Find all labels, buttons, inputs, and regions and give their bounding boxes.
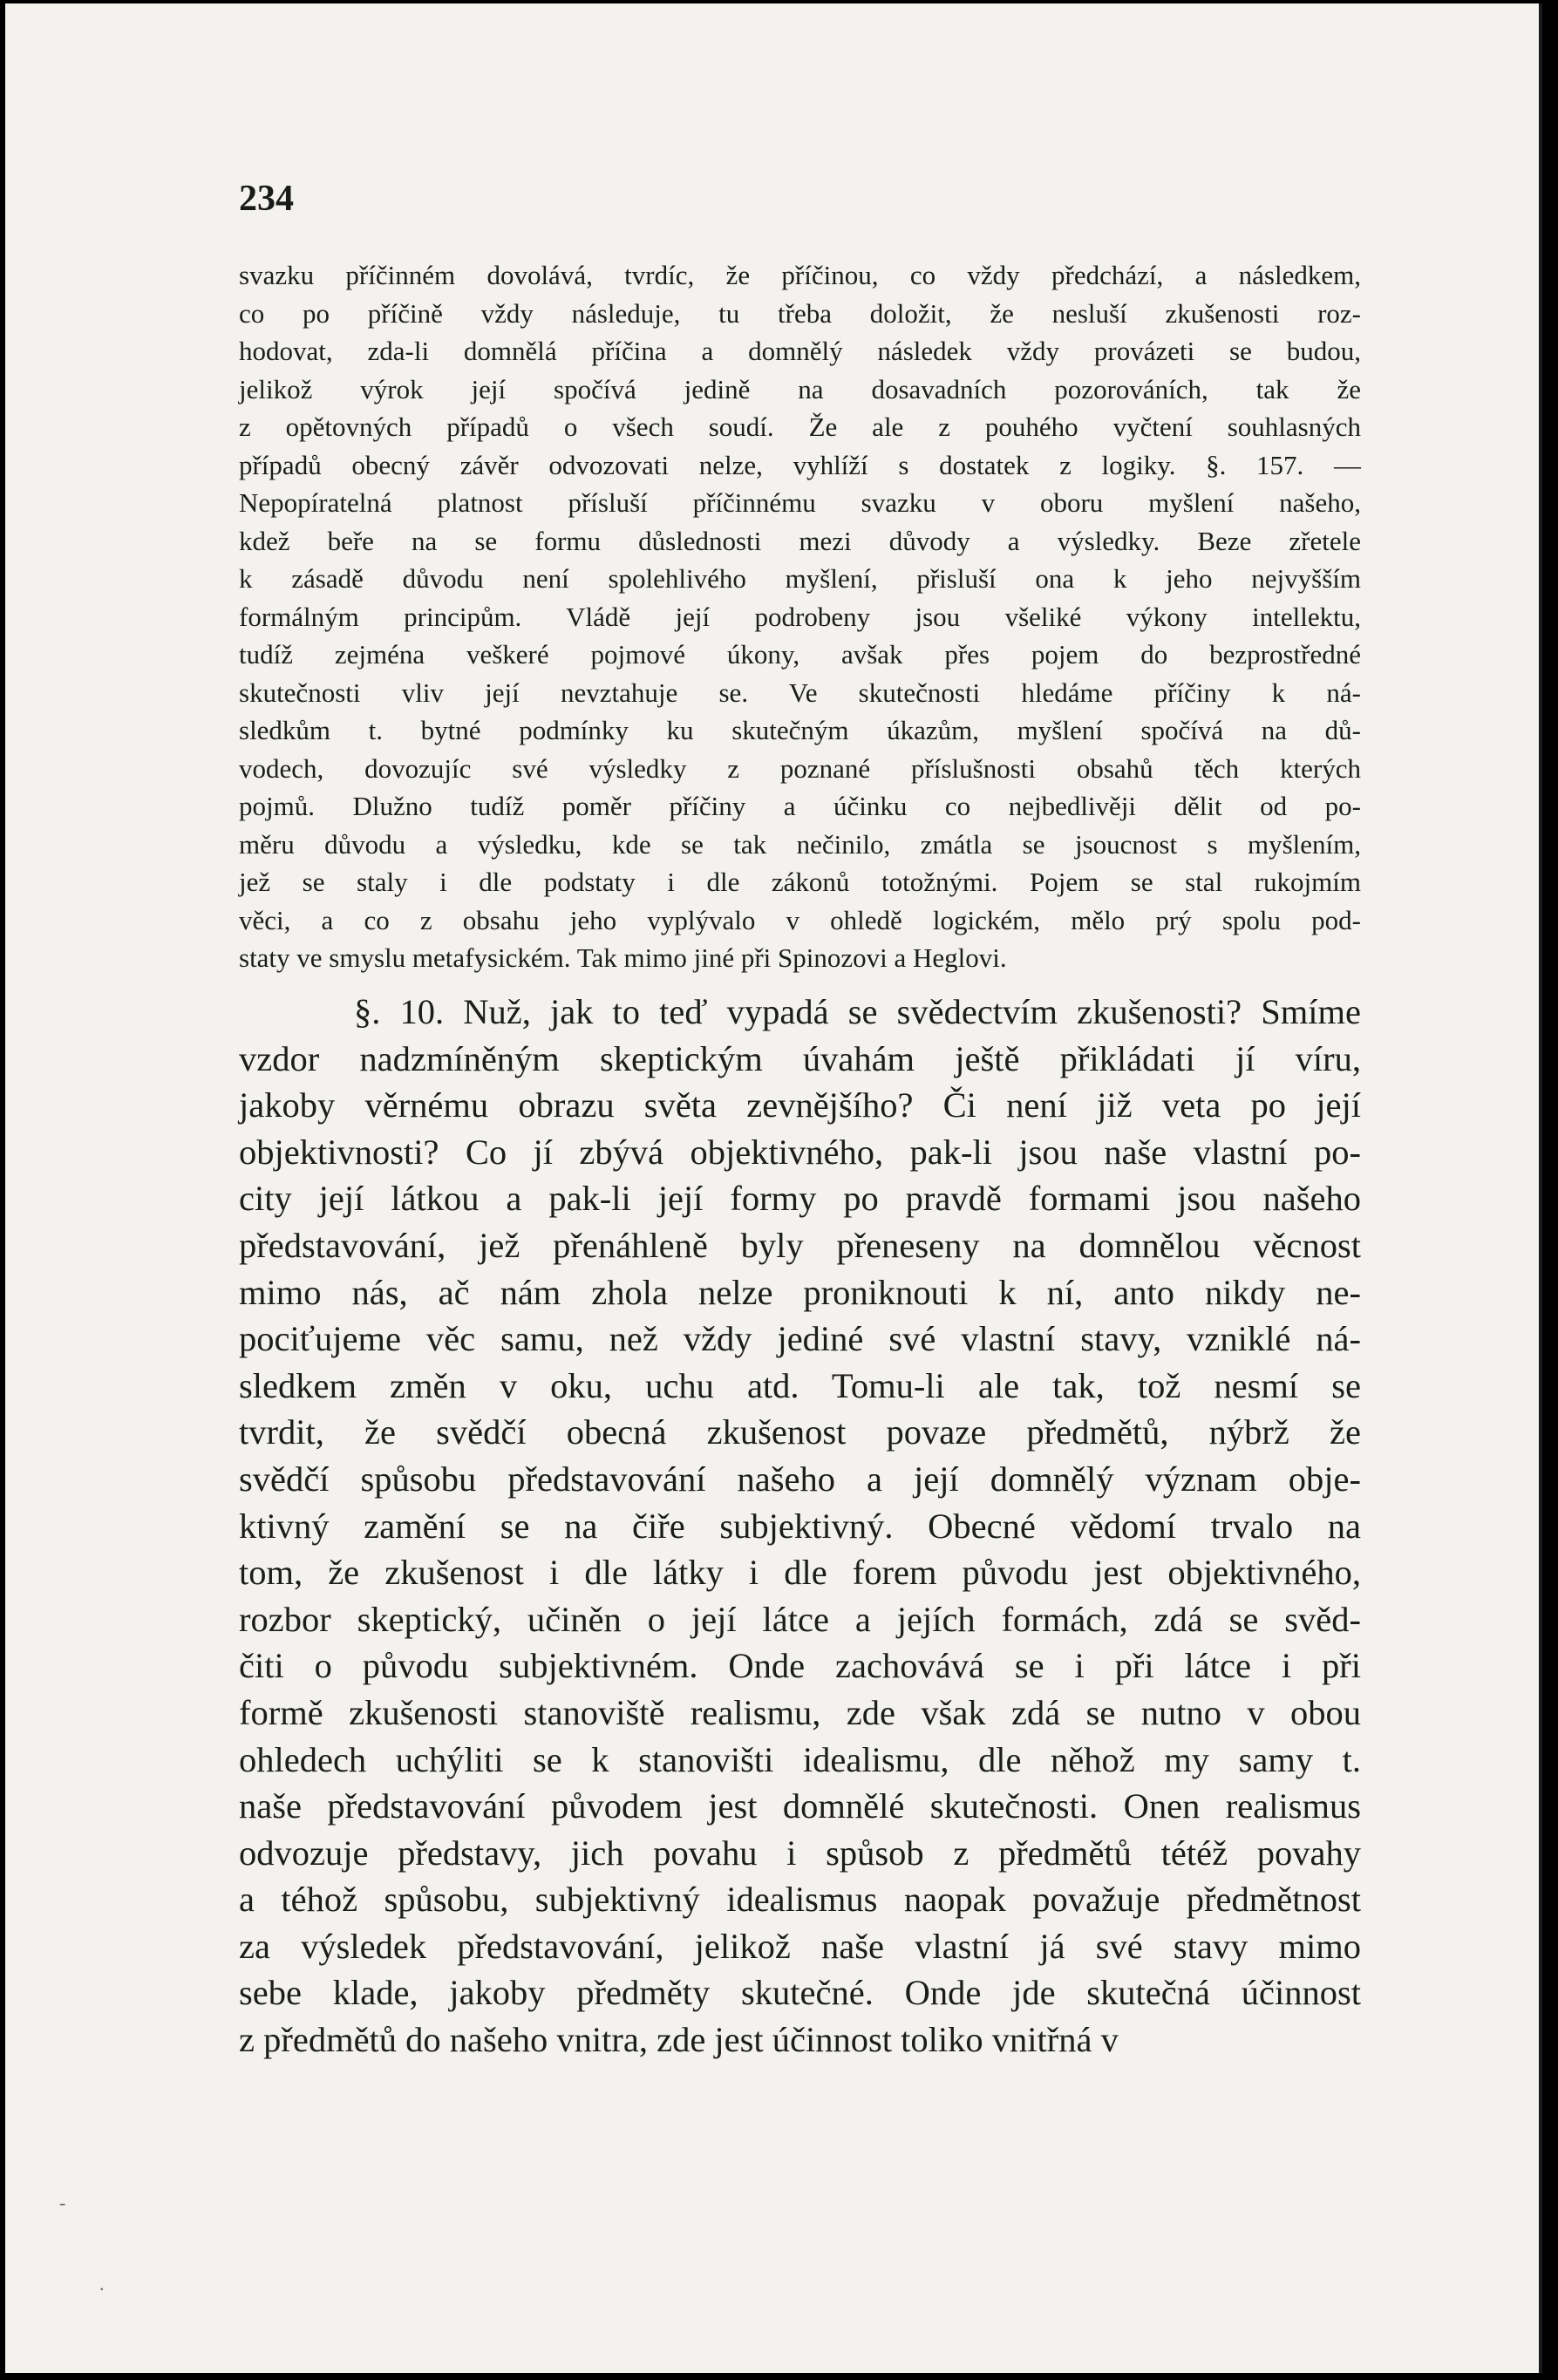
text-line: představování, jež přenáhleně byly přeneseny na domnělou věcnost xyxy=(239,1225,1361,1265)
text-line: jelikož výrok její spočívá jedině na dosavadních pozorováních, tak že xyxy=(239,373,1361,405)
text-line: svědčí spůsobu představování našeho a její domnělý význam obje- xyxy=(239,1459,1361,1499)
text-line: odvozuje představy, jich povahu i spůsob z předmětů tétéž povahy xyxy=(239,1833,1361,1873)
text-line: rozbor skeptický, učiněn o její látce a jejích formách, zdá se svěd- xyxy=(239,1599,1361,1639)
text-line: mimo nás, ač nám zhola nelze proniknouti k ní, anto nikdy ne- xyxy=(239,1272,1361,1312)
text-line: jež se staly i dle podstaty i dle zákonů totožnými. Pojem se stal rukojmím xyxy=(239,867,1361,897)
text-line: k zásadě důvodu není spolehlivého myšlení, přisluší ona k jeho nejvyšším xyxy=(239,563,1361,594)
text-line: tvrdit, že svědčí obecná zkušenost povaze předmětů, nýbrž že xyxy=(239,1412,1361,1452)
text-line: měru důvodu a výsledku, kde se tak nečinilo, zmátla se jsoucnost s myšlením, xyxy=(239,828,1361,860)
text-line: čiti o původu subjektivném. Onde zachovává se i při látce i při xyxy=(239,1646,1361,1686)
text-line: formě zkušenosti stanoviště realismu, zde však zdá se nutno v obou xyxy=(239,1692,1361,1732)
text-line: §. 10. Nuž, jak to teď vypadá se svědectvím zkušenosti? Smíme xyxy=(354,992,1361,1031)
text-line: z opětovných případů o všech soudí. Že ale z pouhého vyčtení souhlasných xyxy=(239,411,1361,442)
paragraph-2 xyxy=(239,989,1361,2064)
text-line: staty ve smyslu metafysickém. Tak mimo jiné při Spinozovi a Heglovi. xyxy=(239,942,1007,973)
book-page xyxy=(5,3,1542,2373)
text-line: a téhož spůsobu, subjektivný idealismus naopak považuje předmětnost xyxy=(239,1880,1361,1920)
text-line: tom, že zkušenost i dle látky i dle forem původu jest objektivného, xyxy=(239,1553,1361,1593)
text-line: vodech, dovozujíc své výsledky z poznané příslušnosti obsahů těch kterých xyxy=(239,752,1361,784)
scan-speck: . xyxy=(99,2273,105,2295)
text-line: hodovat, zda-li domnělá příčina a domnělý následek vždy provázeti se budou, xyxy=(239,336,1361,366)
text-line: sledkem změn v oku, uchu atd. Tomu-li ale tak, tož nesmí se xyxy=(239,1365,1361,1405)
scan-speck: - xyxy=(59,2192,66,2213)
text-line: za výsledek představování, jelikož naše vlastní já své stavy mimo xyxy=(239,1926,1361,1966)
text-line: sledkům t. bytné podmínky ku skutečným úkazům, myšlení spočívá na dů- xyxy=(239,715,1361,745)
text-line: svazku příčinném dovolává, tvrdíc, že příčinou, co vždy předchází, a následkem, xyxy=(239,260,1361,290)
text-line: Nepopíratelná platnost přísluší příčinnému svazku v oboru myšlení našeho, xyxy=(239,487,1361,518)
text-line: formálným principům. Vládě její podrobeny jsou všeliké výkony intellektu, xyxy=(239,601,1361,632)
text-line: případů obecný závěr odvozovati nelze, vyhlíží s dostatek z logiky. §. 157. — xyxy=(239,449,1361,480)
text-line: tudíž zejména veškeré pojmové úkony, avšak přes pojem do bezprostředné xyxy=(239,639,1361,670)
text-line: objektivnosti? Co jí zbývá objektivného, pak-li jsou naše vlastní po- xyxy=(239,1132,1361,1172)
paragraph-1 xyxy=(239,256,1361,977)
text-line: věci, a co z obsahu jeho vyplývalo v ohledě logickém, mělo prý spolu pod- xyxy=(239,904,1361,935)
page-number: 234 xyxy=(239,179,294,219)
text-line: ktivný zamění se na čiře subjektivný. Obecné vědomí trvalo na xyxy=(239,1506,1361,1546)
text-line: jakoby věrnému obrazu světa zevnějšího? Či není již veta po její xyxy=(239,1085,1361,1125)
text-line: vzdor nadzmíněným skeptickým úvahám ještě přikládati jí víru, xyxy=(239,1038,1361,1078)
text-line: co po příčině vždy následuje, tu třeba doložit, že nesluší zkušenosti roz- xyxy=(239,297,1361,329)
text-line: skutečnosti vliv její nevztahuje se. Ve skutečnosti hledáme příčiny k ná- xyxy=(239,677,1361,708)
text-line: city její látkou a pak-li její formy po pravdě formami jsou našeho xyxy=(239,1179,1361,1219)
text-line: pojmů. Dlužno tudíž poměr příčiny a účinku co nejbedlivěji dělit od po- xyxy=(239,791,1361,821)
text-line: kdež beře na se formu důslednosti mezi důvody a výsledky. Beze zřetele xyxy=(239,525,1361,556)
text-line: sebe klade, jakoby předměty skutečné. Onde jde skutečná účinnost xyxy=(239,1973,1361,2013)
text-line: pociťujeme věc samu, než vždy jediné své vlastní stavy, vzniklé ná- xyxy=(239,1319,1361,1359)
text-line: ohledech uchýliti se k stanovišti idealismu, dle něhož my samy t. xyxy=(239,1739,1361,1779)
text-line: naše představování původem jest domnělé skutečnosti. Onen realismus xyxy=(239,1786,1361,1826)
text-line: z předmětů do našeho vnitra, zde jest účinnost toliko vnitřná v xyxy=(239,2020,1119,2060)
